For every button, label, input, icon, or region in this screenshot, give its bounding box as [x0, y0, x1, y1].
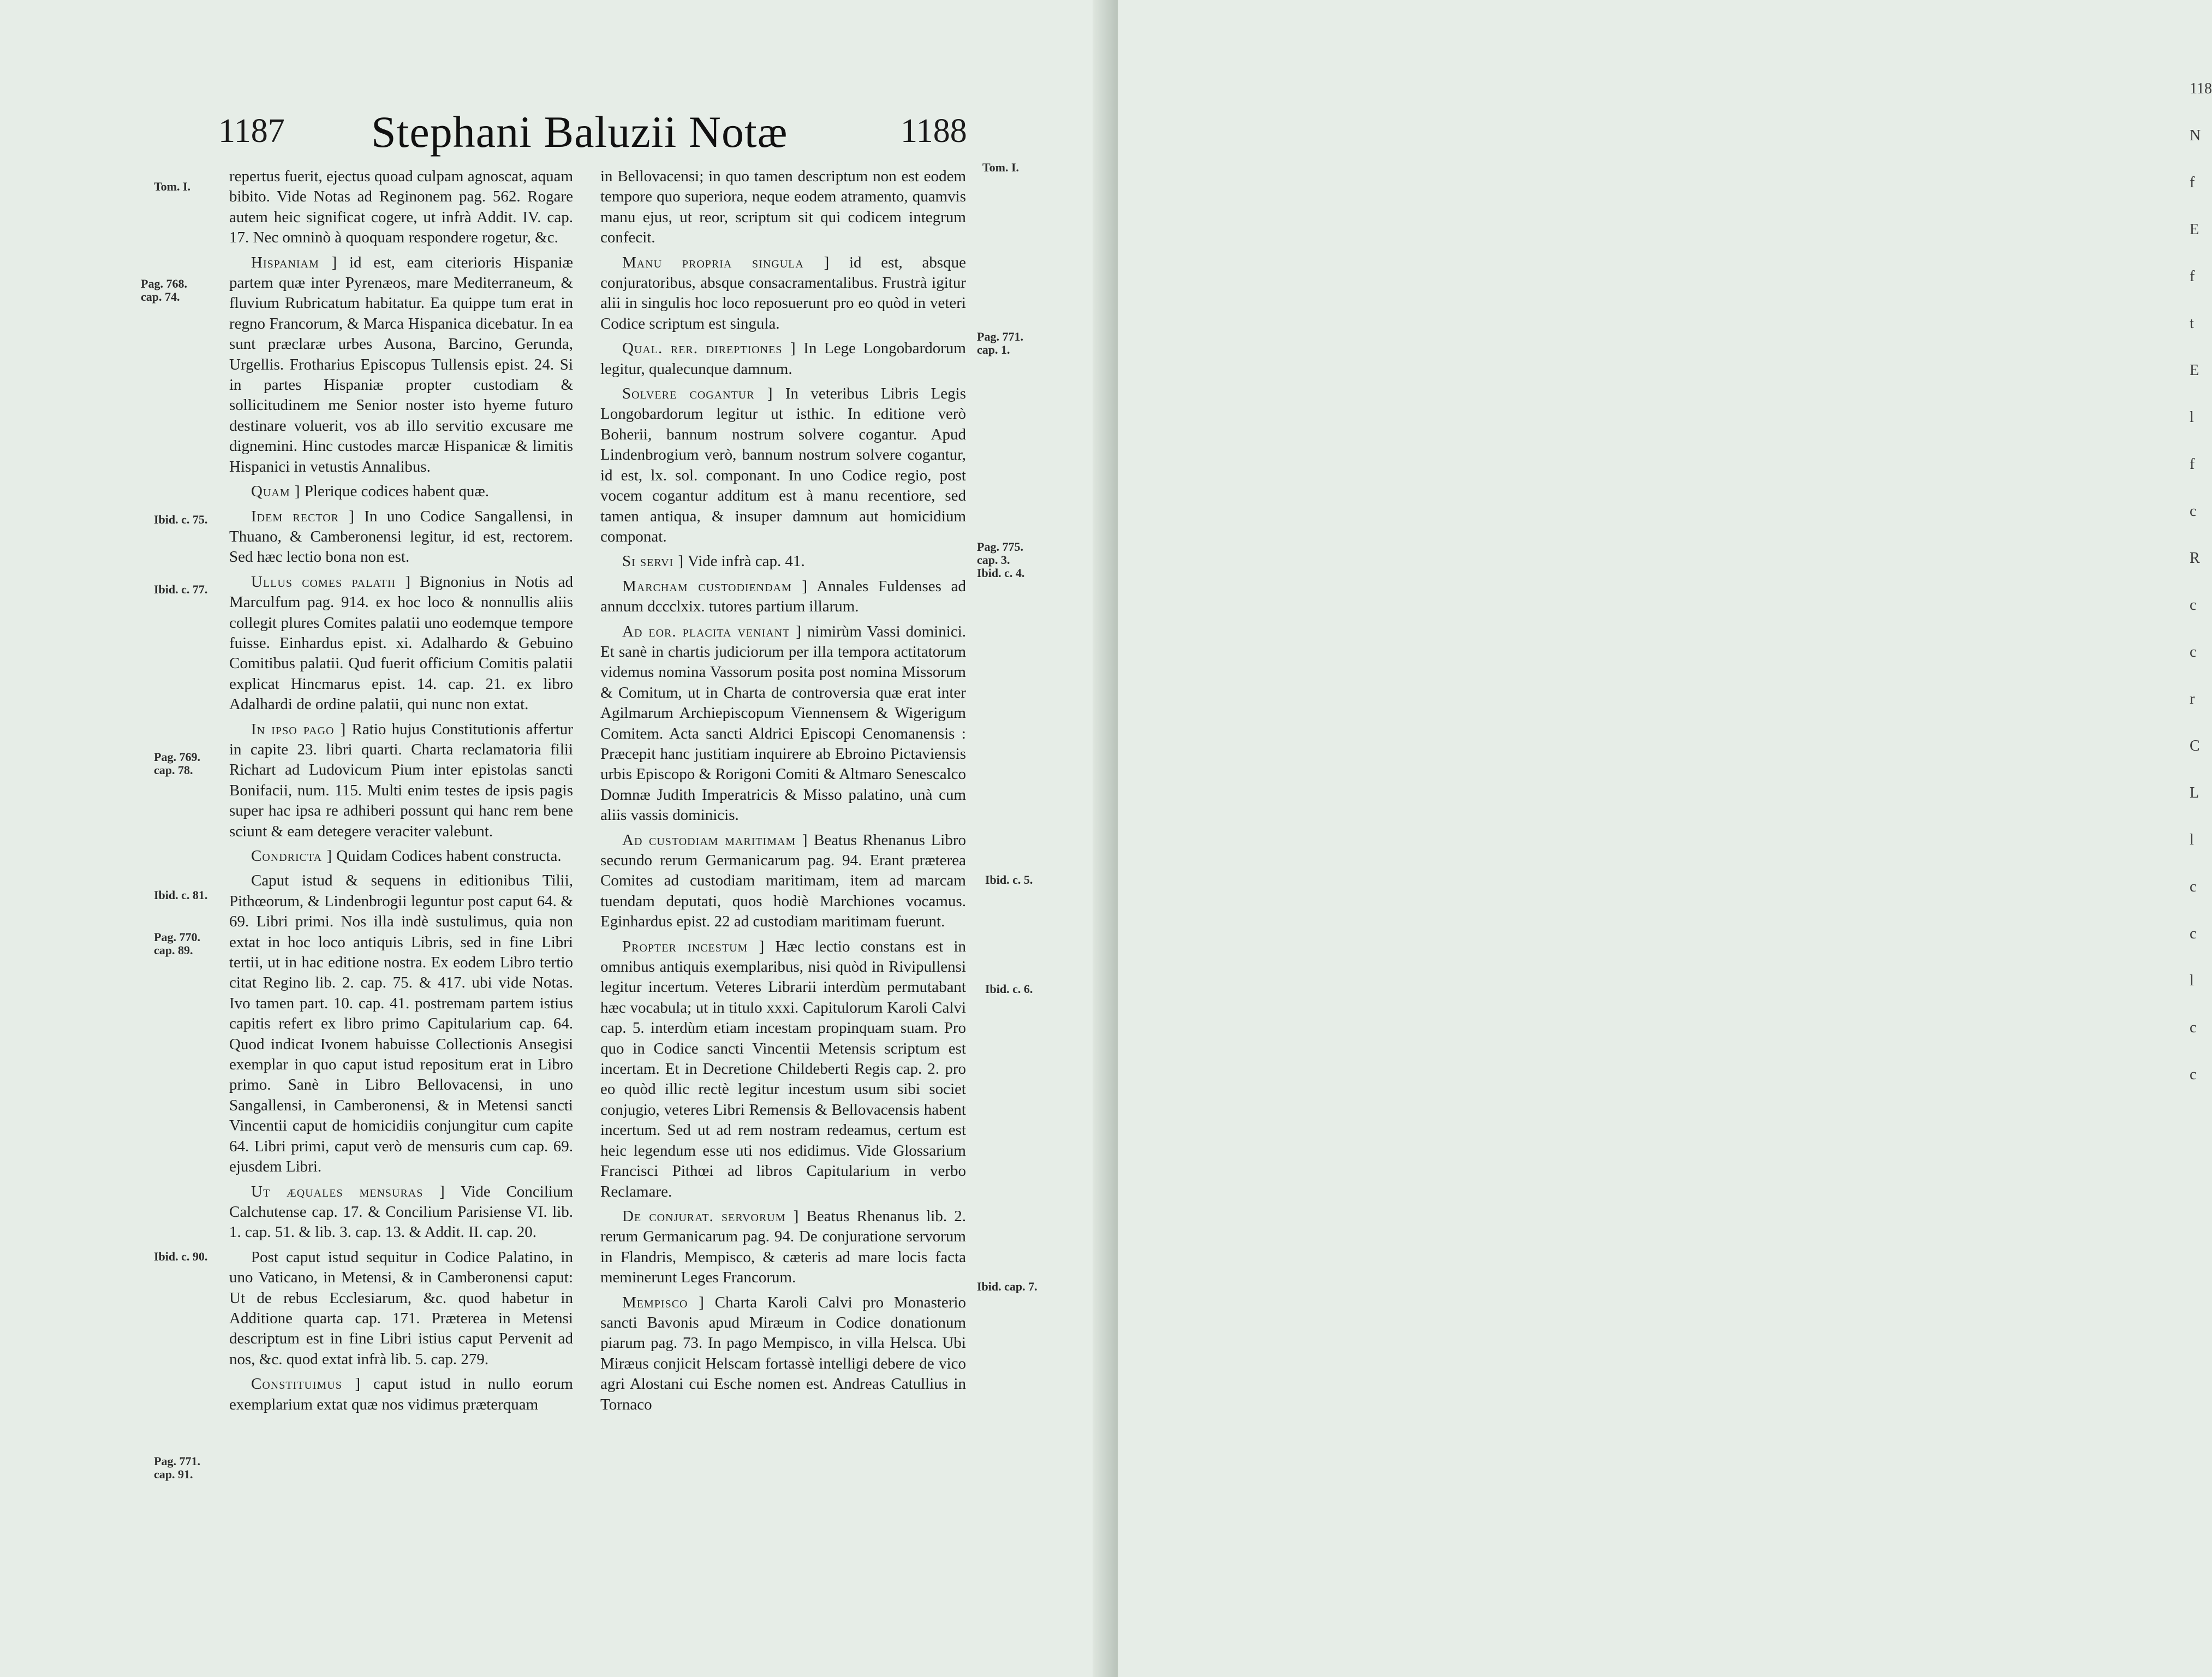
paragraph-text: In uno Codice Sangallensi, in Thuano, & Camberonensi legitur, id est, rectorem. Sed hæc lectio bona non est. [229, 507, 574, 566]
margin-note: Tom. I. [154, 180, 191, 193]
paragraph-text: id est, absque conjuratoribus, absque consacramentalibus. Frustrà igitur alii in singulis hoc loco reposuerunt pro eo quòd in veteri Codice scriptum est singula. [600, 253, 966, 332]
paragraph [600, 622, 966, 826]
paragraph-text: Vide Concilium Calchutense cap. 17. & Concilium Parisiense VI. lib. 1. cap. 51. & lib. 3. cap. 13. & Addit. II. cap. 20. [229, 1182, 574, 1241]
margin-note: Pag. 771. cap. 91. [154, 1454, 200, 1481]
paragraph [600, 1206, 966, 1288]
lemma: Hispaniam ] [251, 253, 338, 271]
paragraph [229, 719, 573, 842]
running-title: Stephani Baluzii Notæ [371, 107, 788, 157]
lemma: In ipso pago ] [251, 720, 347, 738]
paragraph-text: Post caput istud sequitur in Codice Palatino, in uno Vaticano, in Metensi, & in Camberonensi caput: Ut de rebus Ecclesiarum, &c. quod habetur in Additione quarta cap. 171. Præterea in Metensi descriptum est in fine Libri istius caput Pervenit ad nos, &c. quod extat infrà lib. 5. cap. 279. [229, 1248, 573, 1368]
paragraph-text: Charta Karoli Calvi pro Monasterio sancti Bavonis apud Miræum in Codice donationum piarum pag. 73. In pago Mempisco, in villa Helsca. Ubi Miræus conjicit Helscam fortassè intelligi debere de vico agri Alostani cui Esche nomen est. Andreas Catullius in Tornaco [600, 1293, 966, 1413]
margin-note: Ibid. c. 75. [154, 513, 208, 526]
paragraph-text: nimirùm Vassi dominici. Et sanè in chartis judiciorum per illa tempora actitatorum videmus nomina Vassorum posita post nomina Missorum & Comitum, ut in Charta de controversia quæ erat inter Agilmarum Archiepiscopum Viennensem & Wigerigum Comitem. Acta sancti Aldrici Episcopi Cenomanensis : Præcepit hanc justitiam inquirere ab Ebroino Pictaviensis urbis Episcopo & Rorigoni Comiti & Altmaro Senescalco Domnæ Judith Imperatricis & Misso palatino, unà cum aliis vassis dominicis. [600, 622, 966, 824]
paragraph [600, 253, 966, 335]
margin-note: Ibid. c. 81. [154, 888, 208, 902]
lemma: Constituimus ] [251, 1375, 361, 1393]
lemma: Idem rector ] [251, 507, 355, 525]
paragraph-text: In veteribus Libris Legis Longobardorum legitur ut isthic. In editione verò Boherii, bannum nostrum solvere cogantur. Apud Lindenbrogium verò, bannum nostrum solvere cogantur, id est, lx. sol. componant. In uno Codice regio, post vocem cogantur additum est à manu recentiore, sed tamen antiqua, & insuper damnum aut homicidium componat. [600, 385, 966, 545]
right-page-number: 1188 [901, 112, 967, 150]
paragraph [600, 830, 966, 932]
margin-note: Pag. 775. cap. 3. Ibid. c. 4. [977, 540, 1025, 580]
paragraph [229, 253, 573, 477]
margin-note: Ibid. c. 90. [154, 1250, 208, 1263]
paragraph-text: Ratio hujus Constitutionis affertur in capite 23. libri quarti. Charta reclamatoria filii Richart ad Ludovicum Pium inter epistolas sancti Bonifacii, num. 115. Multi enim testes de ipsis pagis super hac ipsa re adhiberi possunt qui hanc rem bene sciunt & eam detegere veraciter valebunt. [229, 720, 573, 840]
paragraph-text: In Lege Longobardorum legitur, qualecunque damnum. [600, 340, 966, 378]
paragraph [229, 507, 573, 568]
margin-note: Ibid. cap. 7. [977, 1280, 1038, 1293]
paragraph-text: id est, eam citerioris Hispaniæ partem quæ inter Pyrenæos, mare Mediterraneum, & fluvium Rubricatum habitatur. Ea quippe tum erat in regno Francorum, & Marca Hispanica dicebatur. In ea sunt præclaræ urbes Ausona, Barcino, Gerunda, Urgellis. Frotharius Episcopus Tullensis epist. 24. Si in partes Hispaniæ propter custodiam & sollicitudinem me Senior noster isto hyeme futuro destinare voluerit, vos ab illo servitio excusare me dignemini. Hinc custodes marcæ Hispanicæ & limitis Hispanici in vetustis Annalibus. [229, 253, 573, 475]
lemma: Si servi ] [622, 552, 684, 570]
lemma: Ullus comes palatii ] [251, 573, 411, 591]
margin-note: Ibid. c. 6. [985, 982, 1033, 996]
margin-note: Pag. 771. cap. 1. [977, 330, 1023, 356]
paragraph [229, 846, 573, 866]
lemma: Qual. rer. direptiones ] [622, 340, 796, 358]
page-header [0, 106, 1118, 166]
lemma: Condricta ] [251, 847, 332, 865]
left-text-column [229, 166, 573, 1419]
margin-note: Ibid. c. 5. [985, 873, 1033, 887]
paragraph-text: Annales Fuldenses ad annum dccclxix. tutores partium illarum. [600, 577, 966, 616]
margin-note: Pag. 769. cap. 78. [154, 750, 200, 777]
adjacent-page-letters: 118 N f E f t E l f c R c c r C L l c c l c c [2190, 80, 2212, 1083]
paragraph-text: Beatus Rhenanus lib. 2. rerum Germanicarum pag. 94. De conjuratione servorum in Flandris, Mempisco, & cæteris ad mare locis facta meminerunt Leges Francorum. [600, 1207, 967, 1287]
paragraph [600, 338, 966, 379]
paragraph-text: Plerique codices habent quæ. [304, 483, 490, 501]
paragraph-text: repertus fuerit, ejectus quoad culpam agnoscat, aquam bibito. Vide Notas ad Reginonem pag. 562. Rogare autem heic significat cogere, ut infrà Addit. IV. cap. 17. Nec omninò à quoquam respondere rogetur, &c. [229, 168, 573, 247]
lemma: Propter incestum ] [622, 937, 765, 955]
paragraph [229, 871, 573, 1177]
paragraph [229, 1374, 573, 1415]
lemma: Mempisco ] [622, 1293, 705, 1311]
paragraph-text: caput istud in nullo eorum exemplarium extat quæ nos vidimus præterquam [229, 1375, 573, 1413]
left-page-number: 1187 [218, 112, 285, 150]
margin-note: Pag. 770. cap. 89. [154, 930, 200, 957]
right-text-column [600, 166, 966, 1419]
margin-note: Pag. 768. cap. 74. [141, 277, 187, 304]
paragraph [600, 1293, 966, 1415]
lemma: Manu propria singula ] [622, 253, 830, 271]
paragraph [229, 481, 573, 502]
paragraph-text: Vide infrà cap. 41. [687, 552, 805, 570]
paragraph [600, 576, 966, 617]
paragraph [600, 166, 966, 248]
margin-note: Tom. I. [982, 160, 1019, 174]
lemma: Quam ] [251, 483, 301, 501]
paragraph-text: Hæc lectio constans est in omnibus antiquis exemplaribus, nisi quòd in Rivipullensi legitur incertum. Veteres Librarii interdùm permutabant hæc vocabula; ut in titulo xxxi. Capitulorum Karoli Calvi cap. 5. interdùm etiam incestam propinquam suam. Pro quo in Codice sancti Vincentii Metensis scriptum est incertam. Et in Decretione Childeberti Regis cap. 2. pro eo quòd illic rectè legitur incestum usum sibi societ conjugio, veteres Libri Remensis & Bellovacensis habent incertum. Sed ut ad rem nostram redeamus, certum est heic legendum esse uti nos edidimus. Vide Glossarium Francisci Pithœi ad libros Capitularium in verbo Reclamare. [600, 937, 966, 1200]
lemma: Ut æquales mensuras ] [251, 1182, 445, 1200]
paragraph [229, 1182, 573, 1243]
paragraph-text: Bignonius in Notis ad Marculfum pag. 914. ex hoc loco & nonnullis aliis collegit plures Comites palatii uno eodemque tempore fuisse. Einhardus epist. xi. Adalhardo & Gebuino Comitibus palatii. Qud fuerit officium Comitis palatii explicat Hincmarus epist. 14. cap. 21. ex libro Adalhardi de ordine palatii, qui nunc non extat. [229, 573, 574, 713]
paragraph-text: Caput istud & sequens in editionibus Tilii, Pithœorum, & Lindenbrogii leguntur post caput 64. & 69. Libri primi. Nos illa indè sustulimus, quia non extat in hoc loco antiquis Libris, sed in fine Libri tertii, ut in hac editione nostra. Ex eodem Libro tertio citat Regino lib. 2. cap. 75. & 417. ubi vide Notas. Ivo tamen part. 10. cap. 41. postremam partem istius capitis refert ex libro primo Capitularium cap. 64. Quod indicat Ivonem habuisse Collectionis Ansegisi exemplar in quo caput istud repositum erat in Libro primo. Sanè in Libro Bellovacensi, in uno Sangallensi, in Camberonensi, & in Metensi sancti Vincentii caput de homicidiis conjungitur cum capite 64. Libri primi, caput verò de mensuris cum cap. 69. ejusdem Libri. [229, 872, 573, 1176]
paragraph-text: Beatus Rhenanus Libro secundo rerum Germanicarum pag. 94. Erant præterea Comites ad custodiam maritimam, item ad marcam tuendam deputati, quos hodiè Marchiones vocamus. Eginhardus epist. 22 ad custodiam maritimam fuerunt. [600, 831, 966, 931]
paragraph [229, 572, 573, 715]
paragraph-text: in Bellovacensi; in quo tamen descriptum non est eodem tempore quo superiora, neque eodem atramento, quamvis manu ejus, ut reor, scriptum sit qui codicem integrum confecit. [600, 168, 966, 247]
lemma: Solvere cogantur ] [622, 385, 773, 403]
paragraph [229, 166, 573, 248]
paragraph-text: Quidam Codices habent constructa. [336, 847, 562, 865]
lemma: Ad custodiam maritimam ] [622, 831, 808, 849]
adjacent-page-edge [1093, 0, 2212, 1677]
paragraph [600, 937, 966, 1202]
paragraph [600, 384, 966, 547]
margin-note: Ibid. c. 77. [154, 582, 208, 596]
lemma: Marcham custodiendam ] [622, 577, 808, 595]
lemma: De conjurat. servorum ] [622, 1207, 800, 1225]
lemma: Ad eor. placita veniant ] [622, 622, 802, 640]
paragraph [600, 551, 966, 572]
paragraph [229, 1247, 573, 1370]
